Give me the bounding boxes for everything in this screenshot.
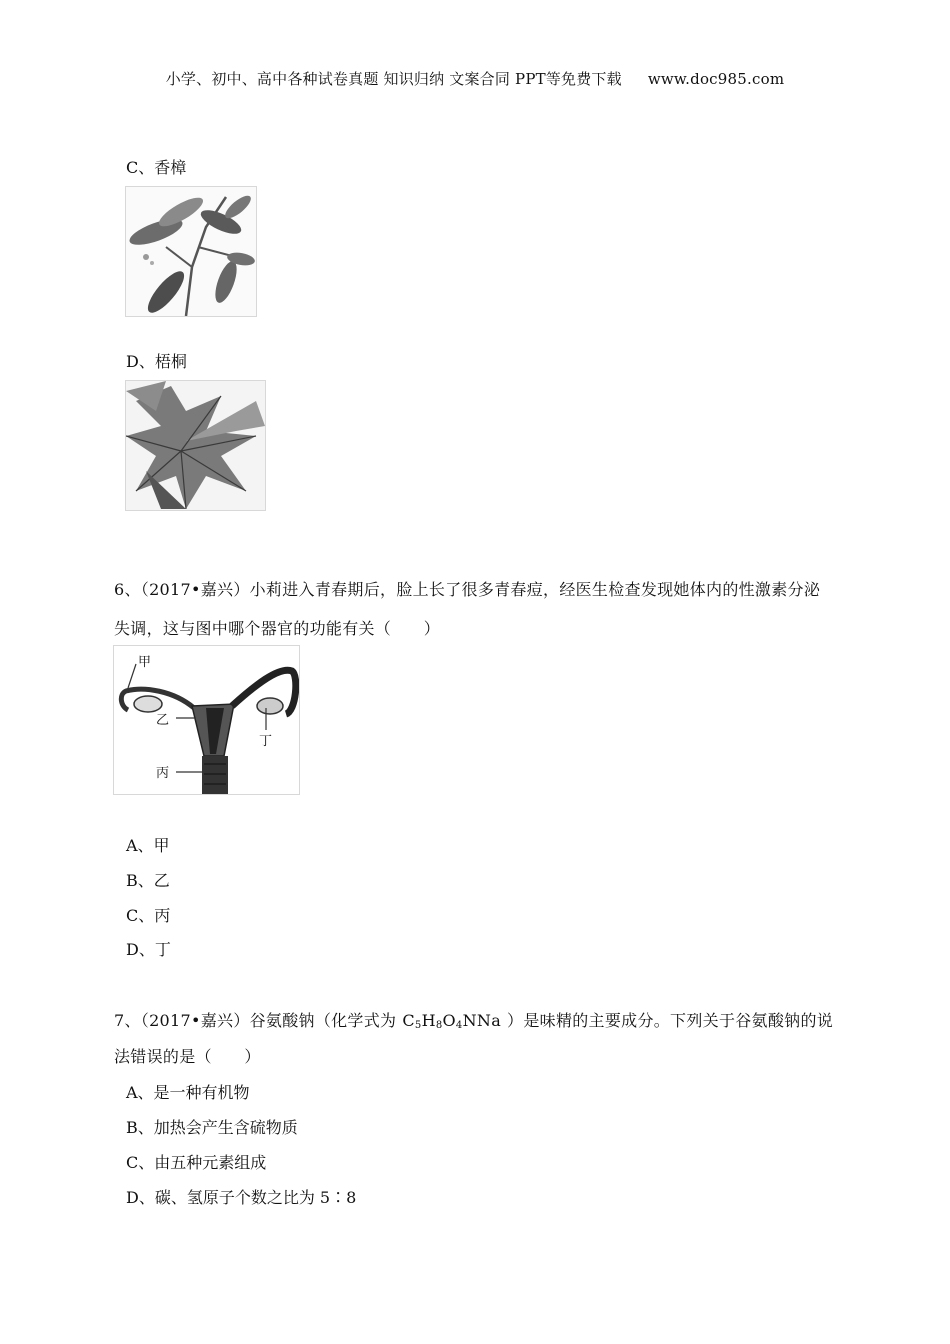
page-header [0, 68, 950, 89]
q7-option-b: B、加热会产生含硫物质 [126, 1118, 298, 1137]
q6-option-c: C、丙 [126, 906, 171, 925]
q6-option-d: D、丁 [126, 940, 171, 959]
q6-option-b: B、乙 [126, 871, 170, 890]
header-text: 小学、初中、高中各种试卷真题 知识归纳 文案合同 PPT等免费下载 [165, 70, 622, 88]
option-c-camphor: C、香樟 [126, 158, 187, 177]
header-site: www.doc985.com [647, 70, 785, 88]
camphor-leaf-image [125, 186, 257, 317]
label-yi: 乙 [156, 713, 170, 728]
chemical-formula: $C_5H_8O_4NNa$ [402, 1011, 502, 1031]
label-bing: 丙 [156, 766, 170, 781]
label-jia: 甲 [138, 655, 152, 670]
q7-text-post: ）是味精的主要成分。下列关于谷氨酸钠的说 [507, 1011, 834, 1030]
q7-option-a: A、是一种有机物 [126, 1083, 250, 1102]
q6-text-line2: 失调，这与图中哪个器官的功能有关（ ） [114, 619, 441, 638]
label-ding: 丁 [259, 734, 273, 749]
q6-option-a: A、甲 [126, 836, 170, 855]
q7-text-line2: 法错误的是（ ） [114, 1047, 261, 1066]
reproductive-system-diagram [113, 645, 300, 795]
q7-option-d: D、碳、氢原子个数之比为 5∶8 [126, 1188, 357, 1207]
option-d-parasol: D、梧桐 [126, 352, 187, 371]
q7-text-pre: 7、（2017•嘉兴）谷氨酸钠（化学式为 [114, 1011, 397, 1030]
q7-text-line1 [114, 1008, 833, 1031]
q7-option-c: C、由五种元素组成 [126, 1153, 267, 1172]
q6-text-line1: 6、（2017•嘉兴）小莉进入青春期后，脸上长了很多青春痘，经医生检查发现她体内的性激素分泌 [114, 580, 821, 599]
parasol-leaf-image [125, 380, 266, 511]
